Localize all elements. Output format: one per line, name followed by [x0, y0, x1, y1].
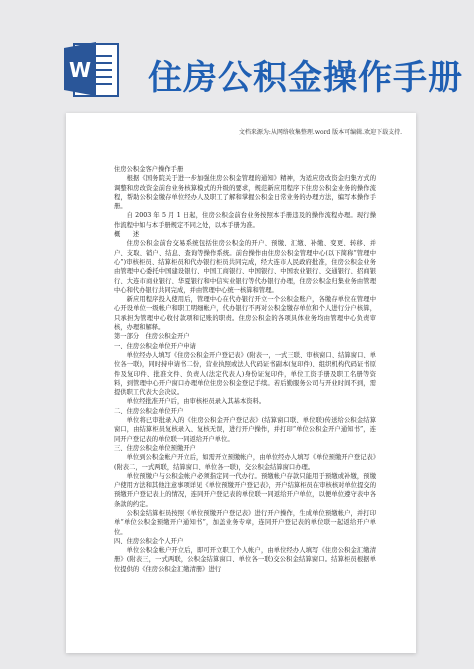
- section-heading: 一、住房公积金单位开户申请: [114, 342, 196, 350]
- word-document-icon: [62, 38, 124, 100]
- document-page: [66, 113, 416, 653]
- paragraph: 自 2003 年 5 月 1 日起，住房公积金前台业务按照本手册违及的操作流程办理。现行操作流程中如与本手册规定不同之处，以本手册为准。: [114, 212, 376, 229]
- document-title: 住房公积金客户操作手册: [114, 166, 184, 173]
- paragraph: 单位将已审批录入的《住房公积金开户登记表》(结算窗口联、单位联)传送给公积金结算窗口，由结算柜员复核录入、复核无误，进行开户操作，并打印“单位公积金开户通知书”，连同开户登记表的单位联一同返给开户单位。: [114, 417, 376, 443]
- paragraph: 根据《国务院关于进一步加强住房公积金管理的通知》精神，为适应房改资金归集方式的调整和房改资金前台业务核算模式的升级的要求，规范新应用程序下住房公积金业务的操作流程，帮助公积金缴存单位经办人及职工了解和掌握公积金日常业务的办理方法，编写本操作手册。: [114, 175, 376, 211]
- banner-title: 住房公积金操作手册: [148, 58, 463, 98]
- paragraph: 单位预缴户与公积金帐户必须指定同一代办行。预缴帐户存款只能用于预缴或补缴，预缴户使用方法和其他注意事项详见《单位预缴开户登记表》，开户结算柜员在审核核对单位提交的预缴开户登记表上的情况，连同开户登记表的单位联一同返给开户单位，以便单位遵守表中各条款的约定。: [114, 472, 376, 508]
- section-heading: 三、住房公积金单位预缴开户: [114, 444, 196, 452]
- paragraph: 单位到公积金帐户开立后，如需开立预缴帐户，由单位经办人填写《单位预缴开户登记表》(附表二，一式两联，结算窗口、单位各一联)，交公积金结算窗口办理。: [114, 454, 376, 471]
- paragraph: 住房公积金前台交易系统包括住房公积金的开户、预缴、汇缴、补缴、变更、转移、并户、支取、销户、结息、查询等操作系统。前台操作由住房公积金管理中心(以下简称“管理中心”)审核柜员、结算柜员和代办银行柜员共同完成，经大连市人民政府批准，住房公积金业务由管理中心委托中国建设银行、中国工商银行、中国银行、中国农业银行、交通银行、招商银行、大连市商业银行、华夏银行和中信实业银行等代办银行办理，住房公积金归集业务由管理中心和代办银行共同完成，并由管理中心统一核算和管理。: [114, 240, 376, 294]
- document-banner: [0, 0, 474, 112]
- paragraph: 公积金结算柜员按照《单位预缴开户登记表》进行开户操作，生成单位预缴帐户，并打印单“单位公积金预缴开户通知书”，加盖业务专章，连同开户登记表的单位联一起返给开户单位。: [114, 509, 376, 536]
- section-heading: 概 述: [114, 231, 140, 239]
- paragraph: 单位经批准开户后，由审核柜员录入其基本资料。: [126, 398, 266, 406]
- document-body: [114, 165, 376, 574]
- page-header-note: 文档来源为:从网络收集整理.word 版本可编辑.欢迎下载支持.: [238, 129, 402, 136]
- paragraph: 单位公积金帐户开立后，即可开立职工个人帐户，由单位经办人填写《住房公积金汇缴清册》(附表三，一式两联，公积金结算窗口、单位各一联)交公积金结算窗口。结算柜员根据单位提供的《住房公积金汇缴清册》进行: [114, 547, 376, 573]
- section-heading: 二、住房公积金单位开户: [114, 407, 184, 415]
- paragraph: 新应用程序投入使用后，管理中心在代办银行开立一个公积金账户，各缴存单位在管理中心开设单位一级帐户和职工明细帐户，代办银行不再对公积金缴存单位和个人进行分户核算，只承担为管理中心收付款项和记账的职责。住房公积金的各项具体业务均由管理中心负责审核，办理和解释。: [114, 296, 376, 332]
- logo-letter: W: [68, 58, 92, 82]
- section-heading: 第一部分 住房公积金开户: [114, 333, 190, 341]
- paragraph: 单位经办人填写《住房公积金开户登记表》(附表一，一式三联、审核窗口、结算窗口、单位各一联)，同时持申请书二份，营业执照或法人代码证书副本(复印件)、组织机构代码证书原件及复印件、批准文件、负责人(法定代表人)身份证复印件，单位工资手册及职工名册等资料，到管理中心开户窗口办理单位住房公积金登记手续。若后勤服务公司与开业时间不到，需提供职工代表大会决议。: [114, 351, 376, 397]
- section-heading: 四、住房公积金个人开户: [114, 537, 184, 545]
